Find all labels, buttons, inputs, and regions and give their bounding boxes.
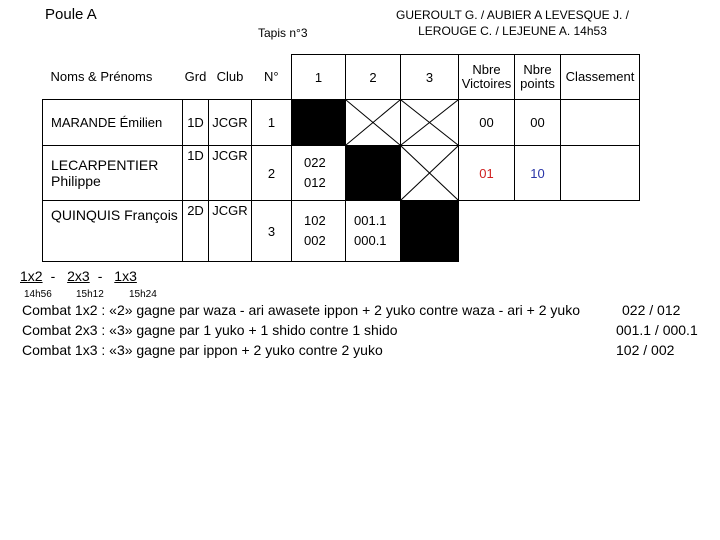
competitor-club: JCGR: [209, 146, 252, 201]
pool-table: [42, 54, 640, 262]
fight-time: 14h56: [24, 289, 52, 300]
combat-score: 022 / 012: [622, 302, 681, 318]
empty-cell: [561, 201, 640, 262]
header-col-2: 2: [346, 55, 401, 100]
victoires-count: 01: [459, 146, 515, 201]
fight-order-item: 2x3: [67, 268, 90, 284]
fight-time: 15h24: [129, 289, 157, 300]
competitor-name: MARANDE Émilien: [43, 100, 183, 146]
header-grd: Grd: [184, 69, 207, 85]
empty-cell: [515, 201, 561, 262]
competitor-row: [43, 201, 640, 262]
header-victoires: Nbre Victoires: [459, 55, 515, 100]
crossed-cell: [401, 146, 459, 201]
crossed-cell: [346, 100, 401, 146]
fight-order: [20, 268, 145, 284]
score-cell: 022 012: [292, 146, 346, 201]
self-match-cell: [346, 146, 401, 201]
header-name: Noms & Prénoms: [50, 68, 153, 84]
fight-time: 15h12: [76, 289, 104, 300]
order-separator: -: [50, 268, 56, 284]
crossed-cell: [401, 100, 459, 146]
classement-cell: [561, 146, 640, 201]
competitor-club: JCGR: [209, 201, 252, 262]
header-row: [43, 55, 640, 100]
competitor-row: [43, 100, 640, 146]
fight-order-item: 1x3: [114, 268, 137, 284]
header-points: Nbre points: [515, 55, 561, 100]
combat-result: Combat 2x3 : «3» gagne par 1 yuko + 1 shido contre 1 shido: [22, 322, 398, 338]
order-separator: -: [97, 268, 103, 284]
competitor-grade: 1D: [183, 100, 209, 146]
competitor-grade: 2D: [183, 201, 209, 262]
fight-order-item: 1x2: [20, 268, 43, 284]
competitor-row: [43, 146, 640, 201]
header-classement: Classement: [561, 55, 640, 100]
points-count: 00: [515, 100, 561, 146]
competitor-grade: 1D: [183, 146, 209, 201]
score-cell: 001.1 000.1: [346, 201, 401, 262]
competitor-club: JCGR: [209, 100, 252, 146]
header-club: Club: [216, 69, 244, 85]
poule-title: Poule A: [45, 6, 97, 23]
header-col-1: 1: [292, 55, 346, 100]
self-match-cell: [292, 100, 346, 146]
victoires-count: 00: [459, 100, 515, 146]
score-cell: 102 002: [292, 201, 346, 262]
points-count: 10: [515, 146, 561, 201]
empty-cell: [459, 201, 515, 262]
classement-cell: [561, 100, 640, 146]
competitor-number: 3: [252, 201, 292, 262]
header-col-3: 3: [401, 55, 459, 100]
self-match-cell: [401, 201, 459, 262]
referees-info: GUEROULT G. / AUBIER A LEVESQUE J. / LEROUGE C. / LEJEUNE A. 14h53: [396, 8, 629, 38]
combat-score: 102 / 002: [616, 342, 675, 358]
competitor-number: 2: [252, 146, 292, 201]
combat-result: Combat 1x2 : «2» gagne par waza - ari awasete ippon + 2 yuko contre waza - ari + 2 yuko: [22, 302, 580, 318]
combat-score: 001.1 / 000.1: [616, 322, 698, 338]
tapis-label: Tapis n°3: [258, 26, 308, 40]
combat-result: Combat 1x3 : «3» gagne par ippon + 2 yuko contre 2 yuko: [22, 342, 383, 358]
header-num: N°: [263, 69, 279, 85]
competitor-name: LECARPENTIER Philippe: [43, 146, 183, 201]
competitor-name: QUINQUIS François: [43, 201, 183, 262]
competitor-number: 1: [252, 100, 292, 146]
